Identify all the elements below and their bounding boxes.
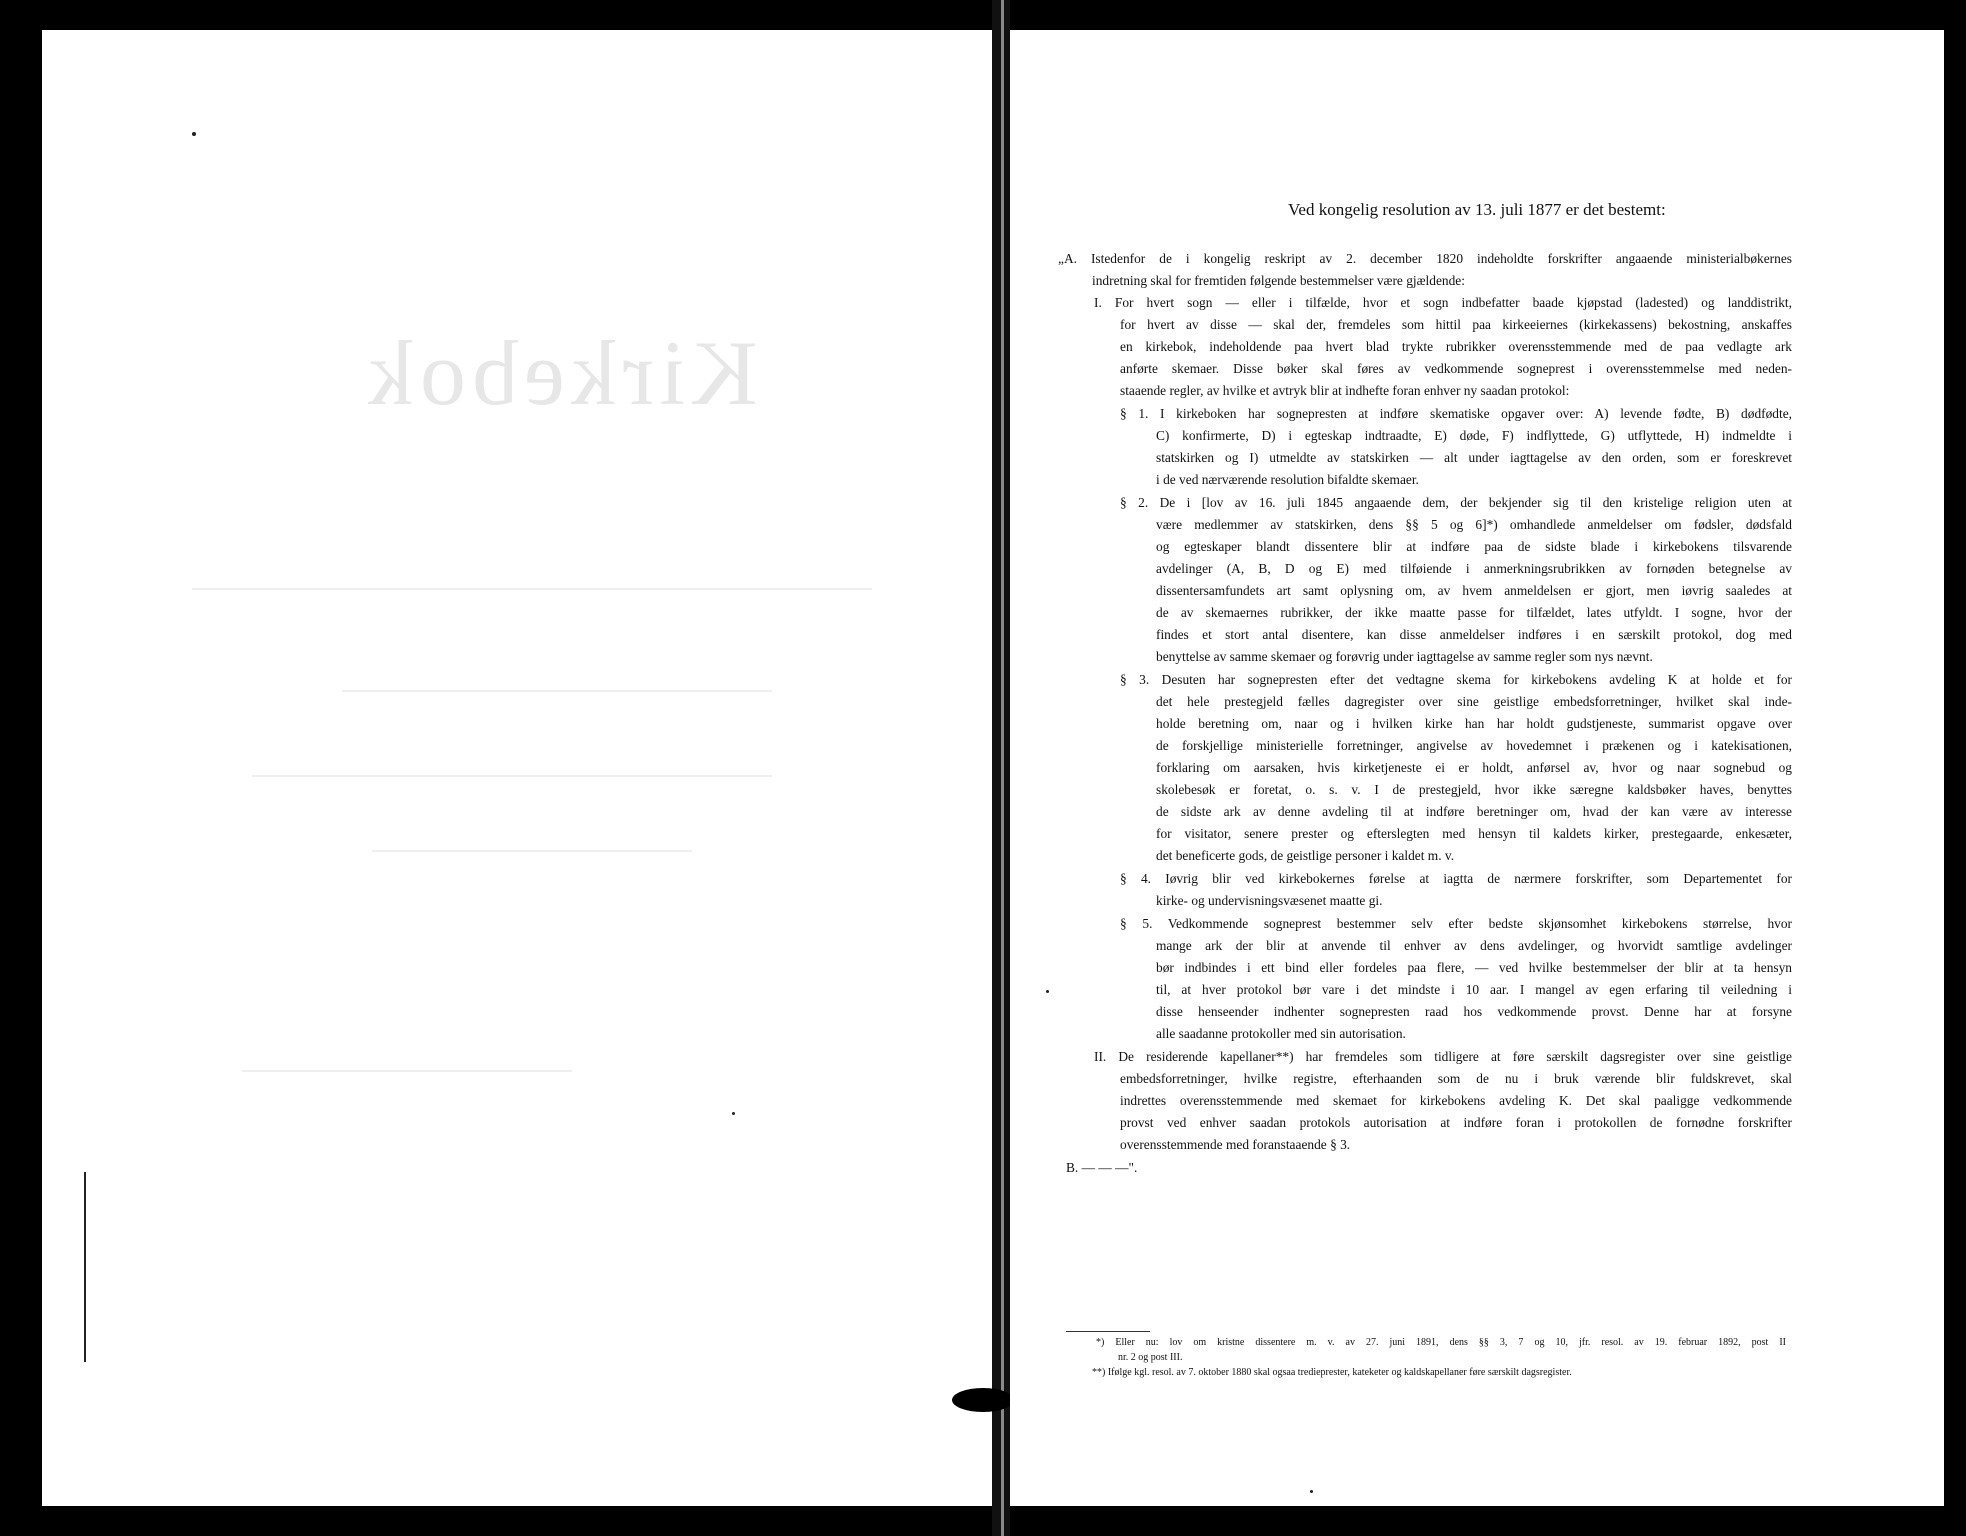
footnote-line: **) Ifølge kgl. resol. av 7. oktober 1880 skal ogsaa tredieprester, kateketer og kaldskapellaner føre særskilt dagsregister. xyxy=(1092,1367,1572,1378)
body-line: være medlemmer av statskirken, dens §§ 5 og 6]*) omhandlede anmeldelser om fødsler, dødsfald xyxy=(1156,517,1792,532)
body-line: holde beretning om, naar og i hvilken kirke han har holdt gudstjeneste, summarist opgave over xyxy=(1156,716,1792,731)
body-line: findes et stort antal disentere, kan disse anmeldelser indføres i en særskilt protokol, dog med xyxy=(1156,627,1792,642)
body-line: C) konfirmerte, D) i egteskap indtraadte, E) døde, F) indflyttede, G) utflyttede, H) indmeldte i xyxy=(1156,428,1792,443)
body-line: skolebesøk er foretat, o. s. v. I de prestegjeld, hvor ikke særegne kaldsbøker haves, benyttes xyxy=(1156,782,1792,797)
paper-speck xyxy=(732,1112,735,1115)
bleed-through-rule xyxy=(192,588,872,590)
body-line: I. For hvert sogn — eller i tilfælde, hvor et sogn indbefatter baade kjøpstad (ladested) og landdistrikt, xyxy=(1094,295,1792,310)
body-line: i de ved nærværende resolution bifaldte skemaer. xyxy=(1156,472,1419,487)
footnote-line: nr. 2 og post III. xyxy=(1118,1352,1183,1363)
bleed-through-rule xyxy=(372,850,692,852)
footnote-line: *) Eller nu: lov om kristne dissentere m. v. av 27. juni 1891, dens §§ 3, 7 og 10, jfr. resol. av 19. februar 1892, post II xyxy=(1096,1337,1786,1348)
paper-speck xyxy=(1310,1490,1313,1493)
body-line: „A. Istedenfor de i kongelig reskript av 2. december 1820 indeholdte forskrifter angaaende ministerialbøkernes xyxy=(1058,251,1792,266)
body-line: forklaring om aarsaken, hvis kirketjeneste ei er holdt, anførsel av, hvor og naar sognebud og xyxy=(1156,760,1792,775)
body-line: mange ark der blir at anvende til enhver av dens avdelinger, og hvorvidt samtlige avdelinger xyxy=(1156,938,1792,953)
left-margin-rule xyxy=(84,1172,86,1362)
body-line: en kirkebok, indeholdende paa hvert blad trykte rubrikker overensstemmende med de paa vedlagte ark xyxy=(1120,339,1792,354)
body-line: § 4. Iøvrig blir ved kirkebokernes førelse at iagtta de nærmere forskrifter, som Departementet for xyxy=(1120,871,1792,886)
body-line: alle saadanne protokoller med sin autorisation. xyxy=(1156,1026,1406,1041)
body-line: benyttelse av samme skemaer og forøvrig under iagttagelse av samme regler som nys nævnt. xyxy=(1156,649,1653,664)
body-line: anførte skemaer. Disse bøker skal føres av vedkommende sogneprest i overensstemmelse med neden- xyxy=(1120,361,1792,376)
body-line: disse henseender indhenter sognepresten raad hos vedkommende provst. Denne har at forsyne xyxy=(1156,1004,1792,1019)
paper-speck xyxy=(192,132,196,136)
body-line: det hele prestegjeld fælles dagregister over sine geistlige embedsforretninger, hvilket skal inde- xyxy=(1156,694,1792,709)
body-line: de forskjellige ministerielle forretninger, angivelse av hovedemnet i prækenen og i katekisationen, xyxy=(1156,738,1792,753)
body-line: provst ved enhver saadan protokols autorisation at indføre foran i protokollen de fornødne forskrifter xyxy=(1120,1115,1792,1130)
body-line: til, at hver protokol bør vare i det mindste i 10 aar. I mangel av egen erfaring til veiledning i xyxy=(1156,982,1792,997)
body-line: for hvert av disse — skal der, fremdeles som hittil paa kirkeeiernes (kirkekassens) bekostning, anskaffes xyxy=(1120,317,1792,332)
bleed-through-rule xyxy=(342,690,772,692)
body-line: de sidste ark av denne avdeling til at indføre beretninger om, hvad der kan være av interesse xyxy=(1156,804,1792,819)
body-line: overensstemmende med foranstaaende § 3. xyxy=(1120,1137,1351,1152)
body-line: § 1. I kirkeboken har sognepresten at indføre skematiske opgaver over: A) levende fødte, B) dødfødte, xyxy=(1120,406,1792,421)
body-line: kirke- og undervisningsvæsenet maatte gi. xyxy=(1156,893,1383,908)
body-line: for visitator, senere prester og efterslegten med hensyn til kaldets kirker, prestegaarde, enkesæter, xyxy=(1156,826,1792,841)
body-line: § 2. De i [lov av 16. juli 1845 angaaende dem, der bekjender sig til den kristelige religion uten at xyxy=(1120,495,1792,510)
body-line: staaende regler, av hvilke et avtryk blir at indhefte foran enhver ny saadan protokol: xyxy=(1120,383,1570,398)
footnote-rule xyxy=(1066,1331,1150,1332)
left-page xyxy=(42,30,993,1506)
body-line: statskirken og I) utmeldte av statskirken — alt under iagttagelse av den orden, som er foreskrevet xyxy=(1156,450,1792,465)
body-line: det beneficerte gods, de geistlige personer i kaldet m. v. xyxy=(1156,848,1455,863)
bleed-through-title: Kirkebok xyxy=(362,322,758,424)
body-line: og egteskaper blandt dissentere blir at indføre paa de sidste blade i kirkebokens tilsvarende xyxy=(1156,539,1792,554)
gutter-stripe xyxy=(1001,0,1004,1536)
body-line: indretning skal for fremtiden følgende bestemmelser være gjældende: xyxy=(1092,273,1465,288)
body-line: embedsforretninger, hvilke registre, efterhaanden som de nu i bruk værende blir fuldskrevet, skal xyxy=(1120,1071,1792,1086)
body-line: bør indbindes i ett bind eller fordeles paa flere, — ved hvilke bestemmelser der blir at ta hensyn xyxy=(1156,960,1792,975)
binding-hole xyxy=(952,1388,1014,1412)
body-line: indrettes overensstemmende med skemaet for kirkebokens avdeling K. Det skal paaligge vedkommende xyxy=(1120,1093,1792,1108)
body-line: dissentersamfundets art samt oplysning om, av hvem anmeldelsen er gjort, men iøvrig saaledes at xyxy=(1156,583,1792,598)
body-line: B. — — —". xyxy=(1066,1160,1138,1175)
body-line: avdelinger (A, B, D og E) med tilføiende i anmerkningsrubrikken av fornøden betegnelse av xyxy=(1156,561,1792,576)
paper-speck xyxy=(1046,990,1049,993)
bleed-through-rule xyxy=(252,775,772,777)
right-page xyxy=(1010,30,1944,1506)
body-line: II. De residerende kapellaner**) har fremdeles som tidligere at føre særskilt dagsregister over sine geistlige xyxy=(1094,1049,1792,1064)
resolution-heading: Ved kongelig resolution av 13. juli 1877 er det bestemt: xyxy=(1288,200,1666,219)
body-line: de av skemaernes rubrikker, der ikke maatte passe for tilfældet, lates utfyldt. I sogne, hvor der xyxy=(1156,605,1792,620)
body-line: § 5. Vedkommende sogneprest bestemmer selv efter bedste skjønsomhet kirkebokens størrelse, hvor xyxy=(1120,916,1792,931)
body-line: § 3. Desuten har sognepresten efter det vedtagne skema for kirkebokens avdeling K at holde et for xyxy=(1120,672,1792,687)
bleed-through-rule xyxy=(242,1070,572,1072)
